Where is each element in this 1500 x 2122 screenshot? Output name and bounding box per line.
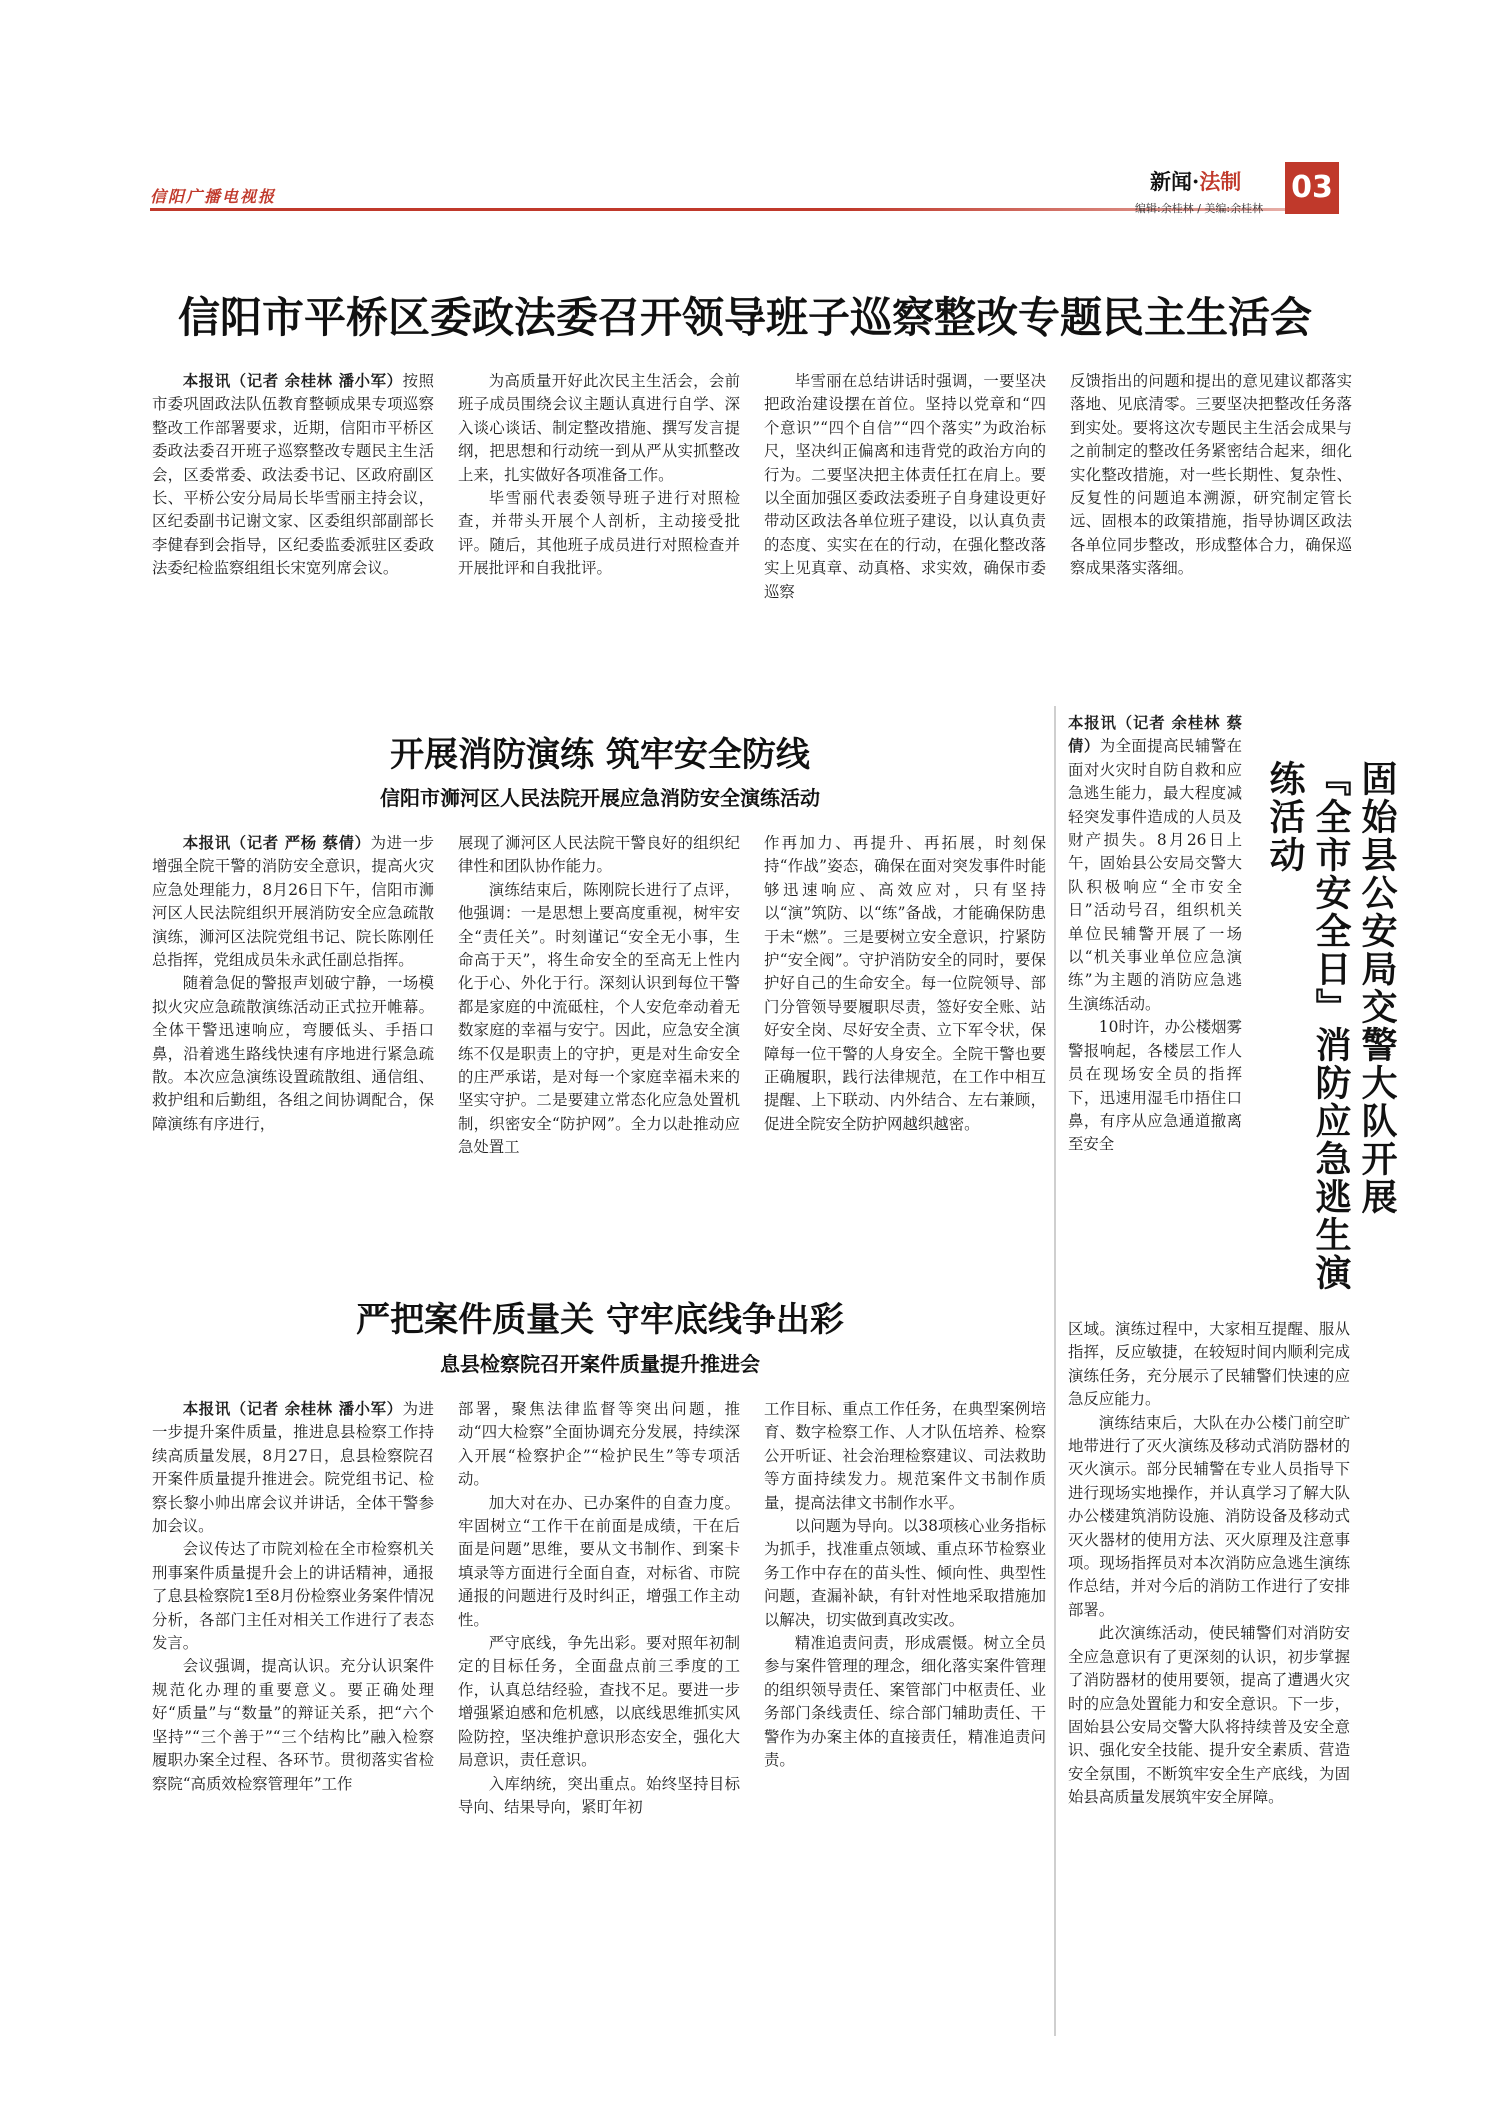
article1-col4-text: 反馈指出的问题和提出的意见建议都落实落地、见底清零。三要坚决把整改任务落到实处。要将这次专题民主生活会成果与之前制定的整改任务紧密结合起来，细化实化整改措施，对一些长期性、复杂性、反复性的问题追本溯源，研究制定管长远、固根本的政策措施，指导协调区政法各单位同步整改，形成整体合力，确保巡察成果落实落细。 — [1070, 372, 1352, 578]
article2-col1-para-1: 为进一步增强全院干警的消防安全意识，提高火灾应急处理能力，8月26日下午，信阳市浉河区人民法院组织开展消防安全应急疏散演练，浉河区法院党组书记、院长陈刚任总指挥，党组成员朱永武任副总指挥。 — [152, 834, 434, 970]
article2-subtitle: 信阳市浉河区人民法院开展应急消防安全演练活动 — [380, 786, 820, 810]
article3-col3-para-2: 以问题为导向。以38项核心业务指标为抓手，找准重点领域、重点环节检察业务工作中存在的苗头性、倾向性、典型性问题，查漏补缺，有针对性地采取措施加以解决，切实做到真改实改。 — [764, 1517, 1046, 1629]
article1-column-2 — [458, 370, 740, 581]
article2-title: 开展消防演练 筑牢安全防线 — [390, 735, 810, 775]
article2-column-2 — [458, 832, 740, 1160]
article4-title-line-1: 固始县公安局交警大队开展 — [1356, 760, 1398, 1216]
article3-subtitle: 息县检察院召开案件质量提升推进会 — [440, 1352, 760, 1376]
article2-col2-para-2: 演练结束后，陈刚院长进行了点评，他强调：一是思想上要高度重视，树牢安全“责任关”。时刻谨记“安全无小事，生命高于天”，将生命安全的至高无上性内化于心、外化于行。深刻认识到每位干警都是家庭的中流砥柱，个人安危牵动着无数家庭的幸福与安宁。因此，应急安全演练不仅是职责上的守护，更是对生命安全的庄严承诺，是对每一个家庭幸福未来的坚实守护。二是要建立常态化应急处置机制，织密安全“防护网”。全力以赴推动应急处置工 — [458, 880, 740, 1157]
article1-col2-para-2: 毕雪丽代表委领导班子进行对照检查，并带头开展个人剖析，主动接受批评。随后，其他班子成员进行对照检查并开展批评和自我批评。 — [458, 489, 740, 578]
article1-col3-text: 毕雪丽在总结讲话时强调，一要坚决把政治建设摆在首位。坚持以党章和“四个意识”“四个自信”“四个落实”为政治标尺，坚决纠正偏离和违背党的政治方向的行为。二要坚决把主体责任扛在肩上。要以全面加强区委政法委班子自身建设更好带动区政法各单位班子建设，以认真负责的态度、实实在在的行动，在强化整改落实上见真章、动真格、求实效，确保市委巡察 — [764, 372, 1046, 601]
editor-credits: 编辑:余桂林 / 美编:余桂林 — [1135, 202, 1264, 215]
article4-para-2a: 10时许，办公楼烟雾警报响起，各楼层工作人员在现场安全员的指挥下，迅速用湿毛巾捂住口鼻，有序从应急通道撤离至安全 — [1068, 1018, 1242, 1154]
article4-title — [1262, 760, 1400, 1320]
article3-lead: 本报讯（记者 余桂林 潘小军） — [182, 1400, 403, 1418]
article1-lead: 本报讯（记者 余桂林 潘小军） — [182, 372, 403, 390]
article3-col1-para-1: 为进一步提升案件质量，推进息县检察工作持续高质量发展，8月27日，息县检察院召开案件质量提升推进会。院党组书记、检察长黎小帅出席会议并讲话，全体干警参加会议。 — [152, 1400, 434, 1536]
section-label — [1150, 166, 1241, 196]
article3-col2-para-4: 入库纳统，突出重点。始终坚持目标导向、结果导向，紧盯年初 — [458, 1774, 740, 1816]
article2-column-3 — [764, 832, 1046, 1136]
article3-col1-para-3: 会议强调，提高认识。充分认识案件规范化办理的重要意义。要正确处理好“质量”与“数量”的辩证关系，把“六个坚持”“三个善于”“三个结构比”融入检察履职办案全过程、各环节。贯彻落实省检察院“高质效检察管理年”工作 — [152, 1657, 434, 1793]
article2-column-1 — [152, 832, 434, 1136]
article3-col1-para-2: 会议传达了市院刘检在全市检察机关刑事案件质量提升会上的讲话精神，通报了息县检察院1至8月份检察业务案件情况分析，各部门主任对相关工作进行了表态发言。 — [152, 1540, 434, 1653]
article3-column-3 — [764, 1398, 1046, 1773]
section-label-law: 法制 — [1199, 169, 1242, 194]
article3-col2-para-1: 部署，聚焦法律监督等突出问题，推动“四大检察”全面协调充分发展，持续深入开展“检察护企”“检护民生”等专项活动。 — [458, 1400, 740, 1489]
article4-column-top — [1068, 712, 1242, 1157]
article4-column-bottom — [1068, 1318, 1350, 1810]
article3-col3-para-3: 精准追责问责，形成震慑。树立全员参与案件管理的理念，细化落实案件管理的组织领导责任、案管部门中枢责任、业务部门条线责任、综合部门辅助责任、干警作为办案主体的直接责任，精准追责问责。 — [764, 1634, 1046, 1770]
newspaper-name: 信阳广播电视报 — [150, 187, 277, 206]
article4-para-2b: 区域。演练过程中，大家相互提醒、服从指挥，反应敏捷，在较短时间内顺利完成演练任务，充分展示了民辅警们快速的应急反应能力。 — [1068, 1320, 1350, 1409]
article3-col2-para-2: 加大对在办、已办案件的自查力度。牢固树立“工作干在前面是成绩，干在后面是问题”思维，要从文书制作、到案卡填录等方面进行全面自查，对标省、市院通报的问题进行及时纠正，增强工作主动性。 — [458, 1493, 740, 1629]
article3-title: 严把案件质量关 守牢底线争出彩 — [356, 1300, 844, 1340]
article2-lead: 本报讯（记者 严杨 蔡倩） — [182, 834, 371, 852]
article4-para-3: 演练结束后，大队在办公楼门前空旷地带进行了灭火演练及移动式消防器材的灭火演示。部分民辅警在专业人员指导下进行现场实地操作，并认真学习了解大队办公楼建筑消防设施、消防设备及移动式灭火器材的使用方法、灭火原理及注意事项。现场指挥员对本次消防应急逃生演练作总结，并对今后的消防工作进行了安排部署。 — [1068, 1413, 1350, 1619]
article2-col3-text: 作再加力、再提升、再拓展，时刻保持“作战”姿态，确保在面对突发事件时能够迅速响应、高效应对，只有坚持以“演”筑防、以“练”备战，才能确保防患于未“燃”。三是要树立安全意识，拧紧防护“安全阀”。守护消防安全的同时，要保护好自己的生命安全。每一位院领导、部门分管领导要履职尽责，签好安全账、站好安全岗、尽好安全责、立下军令状，保障每一位干警的人身安全。全院干警也要正确履职，践行法律规范，在工作中相互提醒、上下联动、内外结合、左右兼顾，促进全院安全防护网越织越密。 — [764, 834, 1046, 1133]
article2-col1-para-2: 随着急促的警报声划破宁静，一场模拟火灾应急疏散演练活动正式拉开帷幕。全体干警迅速响应，弯腰低头、手捂口鼻，沿着逃生路线快速有序地进行紧急疏散。本次应急演练设置疏散组、通信组、救护组和后勤组，各组之间协调配合，保障演练有序进行， — [152, 974, 434, 1133]
article4-lead: 本报讯（记者 余桂林 蔡倩） — [1068, 714, 1242, 756]
article4-title-line-2: 『全市安全日』消防应急逃生演练活动 — [1264, 760, 1352, 1292]
article1-title: 信阳市平桥区委政法委召开领导班子巡察整改专题民主生活会 — [177, 293, 1312, 342]
page-number: 03 — [1285, 162, 1339, 214]
article1-col2-para-1: 为高质量开好此次民主生活会，会前班子成员围绕会议主题认真进行自学、深入谈心谈话、制定整改措施、撰写发言提纲，把思想和行动统一到从严从实抓整改上来，扎实做好各项准备工作。 — [458, 372, 740, 484]
article1-column-3 — [764, 370, 1046, 604]
article4-para-1: 为全面提高民辅警在面对火灾时自防自救和应急逃生能力，最大程度减轻突发事件造成的人员及财产损失。8月26日上午，固始县公安局交警大队积极响应“全市安全日”活动号召，组织机关单位民辅警开展了一场以“机关事业单位应急演练”为主题的消防应急逃生演练活动。 — [1068, 737, 1242, 1013]
article1-col1-text: 按照市委巩固政法队伍教育整顿成果专项巡察整改工作部署要求，近期，信阳市平桥区委政法委召开班子巡察整改专题民主生活会，区委常委、政法委书记、区政府副区长、平桥公安分局局长毕雪丽主持会议，区纪委副书记谢文家、区委组织部副部长李健春到会指导，区纪委监委派驻区委政法委纪检监察组组长宋宽列席会议。 — [152, 372, 434, 578]
sidebar-divider — [1054, 706, 1056, 2036]
article2-col2-para-1: 展现了浉河区人民法院干警良好的组织纪律性和团队协作能力。 — [458, 834, 740, 876]
article3-column-1 — [152, 1398, 434, 1796]
article3-col2-para-3: 严守底线，争先出彩。要对照年初制定的目标任务，全面盘点前三季度的工作，认真总结经验，查找不足。要进一步增强紧迫感和危机感，以底线思维抓实风险防控，坚决维护意识形态安全，强化大局意识，责任意识。 — [458, 1634, 740, 1770]
article3-col3-para-1: 工作目标、重点工作任务，在典型案例培育、数字检察工作、人才队伍培养、检察公开听证、社会治理检察建议、司法救助等方面持续发力。规范案件文书制作质量，提高法律文书制作水平。 — [764, 1400, 1046, 1512]
article1-column-1 — [152, 370, 434, 581]
article3-column-2 — [458, 1398, 740, 1819]
article4-para-4: 此次演练活动，使民辅警们对消防安全应急意识有了更深刻的认识，初步掌握了消防器材的使用要领，提高了遭遇火灾时的应急处置能力和安全意识。下一步，固始县公安局交警大队将持续普及安全意识、强化安全技能、提升安全素质、营造安全氛围，不断筑牢安全生产底线，为固始县高质量发展筑牢安全屏障。 — [1068, 1624, 1350, 1807]
article1-column-4 — [1070, 370, 1352, 581]
section-label-news: 新闻· — [1150, 169, 1200, 194]
